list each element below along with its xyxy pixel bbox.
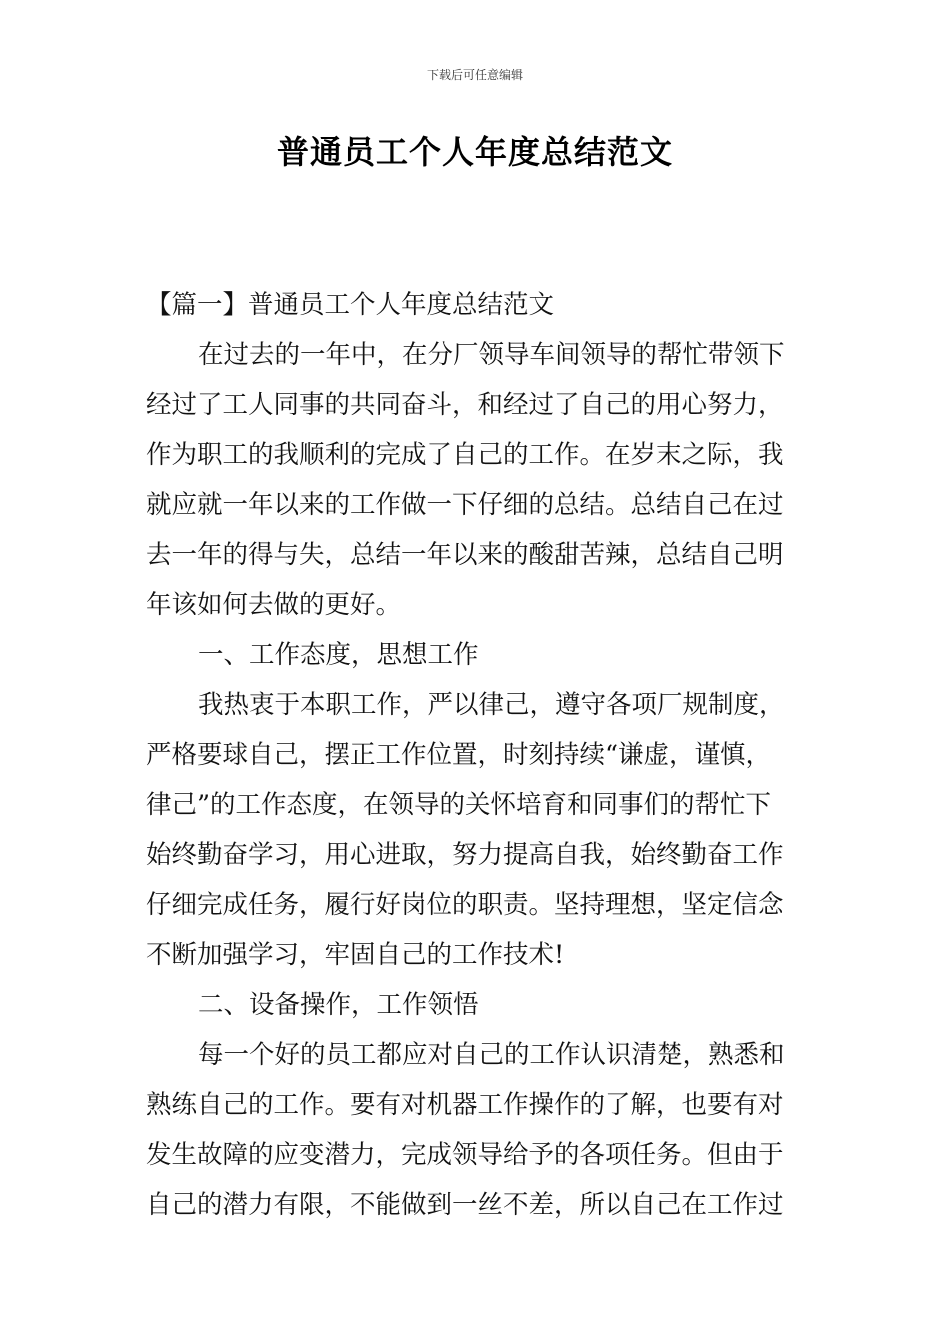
paragraph-line: 经过了工人同事的共同奋斗，和经过了自己的用心努力， bbox=[146, 390, 784, 420]
paragraph bbox=[146, 680, 806, 980]
paragraph-line: 就应就一年以来的工作做一下仔细的总结。总结自己在过 bbox=[146, 490, 784, 520]
paragraph-line: 律己”的工作态度，在领导的关怀培育和同事们的帮忙下 bbox=[146, 790, 772, 820]
paragraph bbox=[146, 1030, 806, 1230]
document-title: 普通员工个人年度总结范文 bbox=[276, 133, 673, 171]
paragraph bbox=[146, 980, 806, 1030]
paragraph-line: 始终勤奋学习，用心进取，努力提高自我，始终勤奋工作 bbox=[146, 840, 784, 870]
paragraph-first-line: 一、工作态度，思想工作 bbox=[198, 640, 479, 670]
paragraph-line: 熟练自己的工作。要有对机器工作操作的了解，也要有对 bbox=[146, 1090, 784, 1120]
paragraph-first-line: 我热衷于本职工作，严以律己，遵守各项厂规制度， bbox=[198, 690, 785, 720]
header-note: 下载后可任意编辑 bbox=[426, 68, 523, 82]
paragraph-first-line: 在过去的一年中，在分厂领导车间领导的帮忙带领下 bbox=[198, 340, 785, 370]
document-body bbox=[146, 280, 806, 1230]
paragraph-line: 去一年的得与失，总结一年以来的酸甜苦辣，总结自己明 bbox=[146, 540, 784, 570]
paragraph-line: 仔细完成任务，履行好岗位的职责。坚持理想，坚定信念 bbox=[146, 890, 784, 920]
paragraph bbox=[146, 330, 806, 630]
paragraphs-container bbox=[146, 330, 806, 1230]
paragraph-line: 作为职工的我顺利的完成了自己的工作。在岁末之际，我 bbox=[146, 440, 784, 470]
paragraph-first-line: 每一个好的员工都应对自己的工作认识清楚，熟悉和 bbox=[198, 1040, 785, 1070]
paragraph-line: 自己的潜力有限，不能做到一丝不差，所以自己在工作过 bbox=[146, 1190, 784, 1220]
section-heading: 【篇一】普通员工个人年度总结范文 bbox=[146, 290, 555, 320]
paragraph-line: 年该如何去做的更好。 bbox=[146, 590, 402, 620]
paragraph-line: 不断加强学习，牢固自己的工作技术! bbox=[146, 940, 565, 970]
paragraph-line: 严格要球自己，摆正工作位置，时刻持续“谦虚，谨慎， bbox=[146, 740, 772, 770]
paragraph-line: 发生故障的应变潜力，完成领导给予的各项任务。但由于 bbox=[146, 1140, 784, 1170]
paragraph bbox=[146, 630, 806, 680]
paragraph-first-line: 二、设备操作，工作领悟 bbox=[198, 990, 479, 1020]
